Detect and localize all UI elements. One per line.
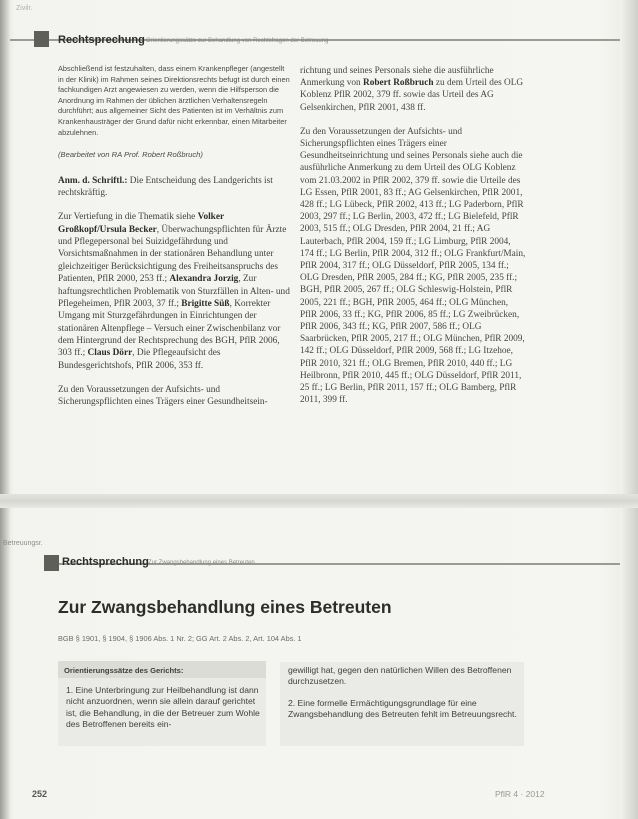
lower-header-marker bbox=[44, 555, 59, 571]
article-title: Zur Zwangsbehandlung eines Betreuten bbox=[58, 597, 392, 617]
guideline-item-1: 1. Eine Unterbringung zur Heilbehandlung ist dann nicht anzuordnen, wenn sie allein darauf gerichtet ist, die Behandlung, in die der Betreuer zum Wohle des Betroffenen bereits ein- bbox=[66, 685, 260, 730]
statute-citation: BGB § 1901, § 1904, § 1906 Abs. 1 Nr. 2; GG Art. 2 Abs. 2, Art. 104 Abs. 1 bbox=[58, 634, 302, 643]
right-paragraph-2: Zu den Voraussetzungen der Aufsichts- und Sicherungspflichten eines Trägers einer Gesundheitseinrichtung und seines Personals siehe auch die ausführliche Anmerkung zu dem Urteil des OLG Koblenz vom 21.03.2002 in PflR 2002, 379 ff. sowie die Urteile des LG Essen, PflR 2001, 83 ff.; AG Gelsenkirchen, PflR 2001, 428 ff.; LG Lübeck, PflR 2002, 413 ff.; LG Paderborn, PflR 2003, 297 ff.; LG Berlin, 2003, 472 ff.; LG Bielefeld, PflR 2003, 515 ff.; OLG Dresden, PflR 2004, 21 ff.; AG Lauterbach, PflR 2004, 159 ff.; LG Limburg, PflR 2004, 174 ff.; LG Berlin, PflR 2004, 312 ff.; OLG Frankfurt/Main, PflR 2004, 317 ff.; OLG Düsseldorf, PflR 2005, 134 ff.; OLG Dresden, PflR 2005, 284 ff.; KG, PflR 2005, 235 ff.; BGH, PflR 2005, 267 ff.; OLG Schleswig-Holstein, PflR 2005, 221 ff.; BGH, PflR 2005, 464 ff.; OLG München, PflR 2006, 33 ff.; KG, PflR 2006, 85 ff.; LG Zweibrücken, PflR 2006, 343 ff.; KG, PflR 2007, 586 ff.; OLG Saarbrücken, PflR 2005, 217 ff.; OLG München, PflR 2009, 142 ff.; OLG Düsseldorf, PflR 2009, 568 ff.; LG Itzehoe, PflR 2010, 321 ff.; OLG Bremen, PflR 2010, 440 ff.; LG Heilbronn, PflR 2010, 445 ff.; OLG Düsseldorf, PflR 2011, 25 ff.; LG Berlin, PflR 2011, 157 ff.; OLG Bamberg, PflR 2011, 399 ff. bbox=[300, 126, 526, 406]
right-paragraph-1-text: richtung und seines Personals siehe die ausführliche Anmerkung von bbox=[300, 66, 494, 89]
further-reading-intro: Zur Vertiefung in die Thematik siehe bbox=[58, 212, 198, 223]
upper-header-marker bbox=[34, 31, 49, 47]
further-reading-paragraph bbox=[58, 211, 290, 371]
lower-section-title: Rechtsprechung bbox=[62, 556, 149, 568]
guideline-item-1-continued: gewilligt hat, gegen den natürlichen Willen des Betroffenen durchzusetzen. bbox=[288, 665, 512, 687]
annotation-paragraph bbox=[58, 175, 290, 200]
author-name: Volker Großkopf/Ursula Becker bbox=[58, 212, 224, 235]
lower-section-subtitle: Zur Zwangsbehandlung eines Betreuten bbox=[148, 560, 255, 566]
annotation-text: Die Entscheidung des Landgerichts ist rechtskräftig. bbox=[58, 175, 273, 199]
reference-text: , Korrekter Umgang mit Sturzgefährdungen in Einrichtungen der stationären Altenpflege – Versuch einer Zwischenbilanz vor dem Hintergrund der Rechtsprechung des BGH, PflR 2006, 303 ff.; bbox=[58, 298, 281, 359]
page-gutter bbox=[0, 494, 638, 508]
guideline-item-2: 2. Eine formelle Ermächtigungsgrundlage für eine Zwangsbehandlung des Betreuten fehlt im Betreuungsrecht. bbox=[288, 697, 517, 720]
author-name: Alexandra Jorzig bbox=[169, 274, 239, 285]
lower-section-tag: Betreuungsr. bbox=[3, 540, 43, 547]
right-paragraph-1 bbox=[300, 65, 526, 114]
scan-left-shadow bbox=[0, 0, 10, 819]
annotation-label: Anm. d. Schriftl.: bbox=[58, 175, 128, 186]
left-column bbox=[58, 64, 290, 421]
right-paragraph-1-text: zu dem Urteil des OLG Koblenz PflR 2002, 379 ff. sowie das Urteil des AG Gelsenkirchen, PflR 2001, 438 ff. bbox=[300, 78, 524, 113]
author-name: Brigitte Süß bbox=[181, 298, 230, 309]
upper-section-title: Rechtsprechung bbox=[58, 34, 145, 46]
editor-note: (Bearbeitet von RA Prof. Robert Roßbruch) bbox=[58, 150, 203, 160]
upper-section-subtitle: Orientierungssätze zur Behandlung von Rechtsfragen der Betreuung bbox=[146, 38, 329, 44]
page-number: 252 bbox=[32, 789, 48, 799]
reference-text: , Die Pflegeaufsicht des Bundesgerichtshofs, PflR 2006, 353 ff. bbox=[58, 348, 221, 371]
author-name: Claus Dörr bbox=[87, 348, 133, 359]
upper-section-tag: Zivilr. bbox=[16, 5, 33, 12]
guidelines-right-text bbox=[288, 665, 520, 731]
scan-right-shadow bbox=[620, 0, 638, 819]
right-column bbox=[300, 65, 526, 418]
journal-issue: PflR 4 · 2012 bbox=[495, 789, 545, 799]
guidelines-heading: Orientierungssätze des Gerichts: bbox=[64, 666, 184, 675]
left-paragraph-1: Abschließend ist festzuhalten, dass einem Krankenpfleger (angestellt in der Klinik) im Rahmen seines Direktionsrechts befugt ist durch einen fachkundigen Arzt angewiesen zu werden, wenn die Hilfsperson die Anordnung im Rahmen der üblichen ärztlichen Verhaltensregeln durchführt; aus allgemeiner Sicht des Patienten ist im Verhältnis zum Krankenhausträger der Grund dafür nicht erkennbar, einen Mitarbeiter abzulehnen. bbox=[58, 64, 290, 137]
left-paragraph-4: Zu den Voraussetzungen der Aufsichts- und Sicherungspflichten eines Trägers einer Gesundheitsein- bbox=[58, 384, 268, 408]
author-name: Robert Roßbruch bbox=[363, 78, 434, 89]
reference-text: , Überwachungspflichten für Ärzte und Pflegepersonal bei Suizidgefährdung und Vorsichtsmaßnahmen in der stationären Behandlung unter gleichzeitiger Berücksichtigung des Freiheitsanspruchs des Patienten, PflR 2000, 253 ff.; bbox=[58, 224, 287, 285]
reference-text: , Zur haftungsrechtlichen Problematik von Sturzfällen in Alten- und Pflegeheimen, PflR 2003, 37 ff.; bbox=[58, 274, 290, 309]
